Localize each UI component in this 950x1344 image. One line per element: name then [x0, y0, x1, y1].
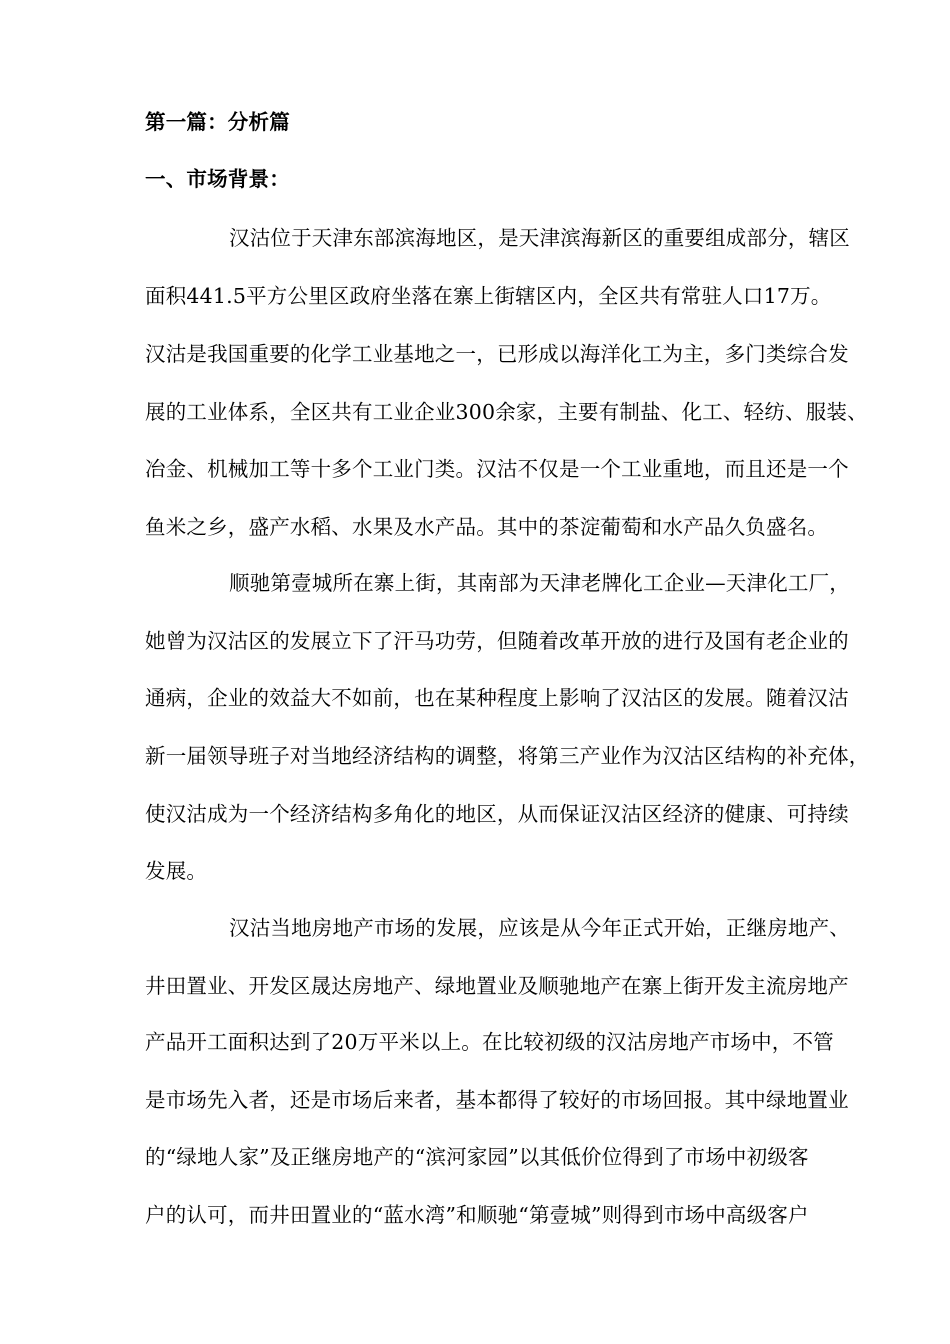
paragraph-line: 是市场先入者，还是市场后来者，基本都得了较好的市场回报。其中绿地置业 — [145, 1088, 849, 1112]
paragraph-line: 汉沽位于天津东部滨海地区，是天津滨海新区的重要组成部分，辖区 — [229, 226, 850, 250]
paragraph-line: 井田置业、开发区晟达房地产、绿地置业及顺驰地产在寨上街开发主流房地产 — [145, 974, 849, 998]
paragraph-line: 展的工业体系，全区共有工业企业300余家，主要有制盐、化工、轻纺、服装、 — [145, 400, 868, 424]
paragraph-line: 鱼米之乡，盛产水稻、水果及水产品。其中的茶淀葡萄和水产品久负盛名。 — [145, 515, 829, 539]
paragraph-line: 冶金、机械加工等十多个工业门类。汉沽不仅是一个工业重地，而且还是一个 — [145, 457, 849, 481]
part-title: 第一篇：分析篇 — [145, 110, 290, 134]
paragraph-line: 发展。 — [145, 859, 208, 883]
paragraph-line: 的“绿地人家”及正继房地产的“滨河家园”以其低价位得到了市场中初级客 — [145, 1145, 809, 1169]
paragraph-line: 户的认可，而井田置业的“蓝水湾”和顺驰“第壹城”则得到市场中高级客户 — [145, 1203, 809, 1227]
paragraph-line: 产品开工面积达到了20万平米以上。在比较初级的汉沽房地产市场中，不管 — [145, 1030, 834, 1054]
paragraph-line: 通病，企业的效益大不如前，也在某种程度上影响了汉沽区的发展。随着汉沽 — [145, 686, 849, 710]
paragraph-line: 使汉沽成为一个经济结构多角化的地区，从而保证汉沽区经济的健康、可持续 — [145, 802, 849, 826]
paragraph-line: 顺驰第壹城所在寨上街，其南部为天津老牌化工企业—天津化工厂， — [229, 571, 850, 595]
section-title: 一、市场背景： — [145, 167, 290, 191]
paragraph-line: 她曾为汉沽区的发展立下了汗马功劳，但随着改革开放的进行及国有老企业的 — [145, 629, 849, 653]
paragraph-line: 面积441.5平方公里区政府坐落在寨上街辖区内，全区共有常驻人口17万。 — [145, 284, 832, 308]
paragraph-line: 新一届领导班子对当地经济结构的调整，将第三产业作为汉沽区结构的补充体， — [145, 744, 870, 768]
paragraph-line: 汉沽当地房地产市场的发展，应该是从今年正式开始，正继房地产、 — [229, 916, 850, 940]
paragraph-line: 汉沽是我国重要的化学工业基地之一，已形成以海洋化工为主，多门类综合发 — [145, 342, 849, 366]
